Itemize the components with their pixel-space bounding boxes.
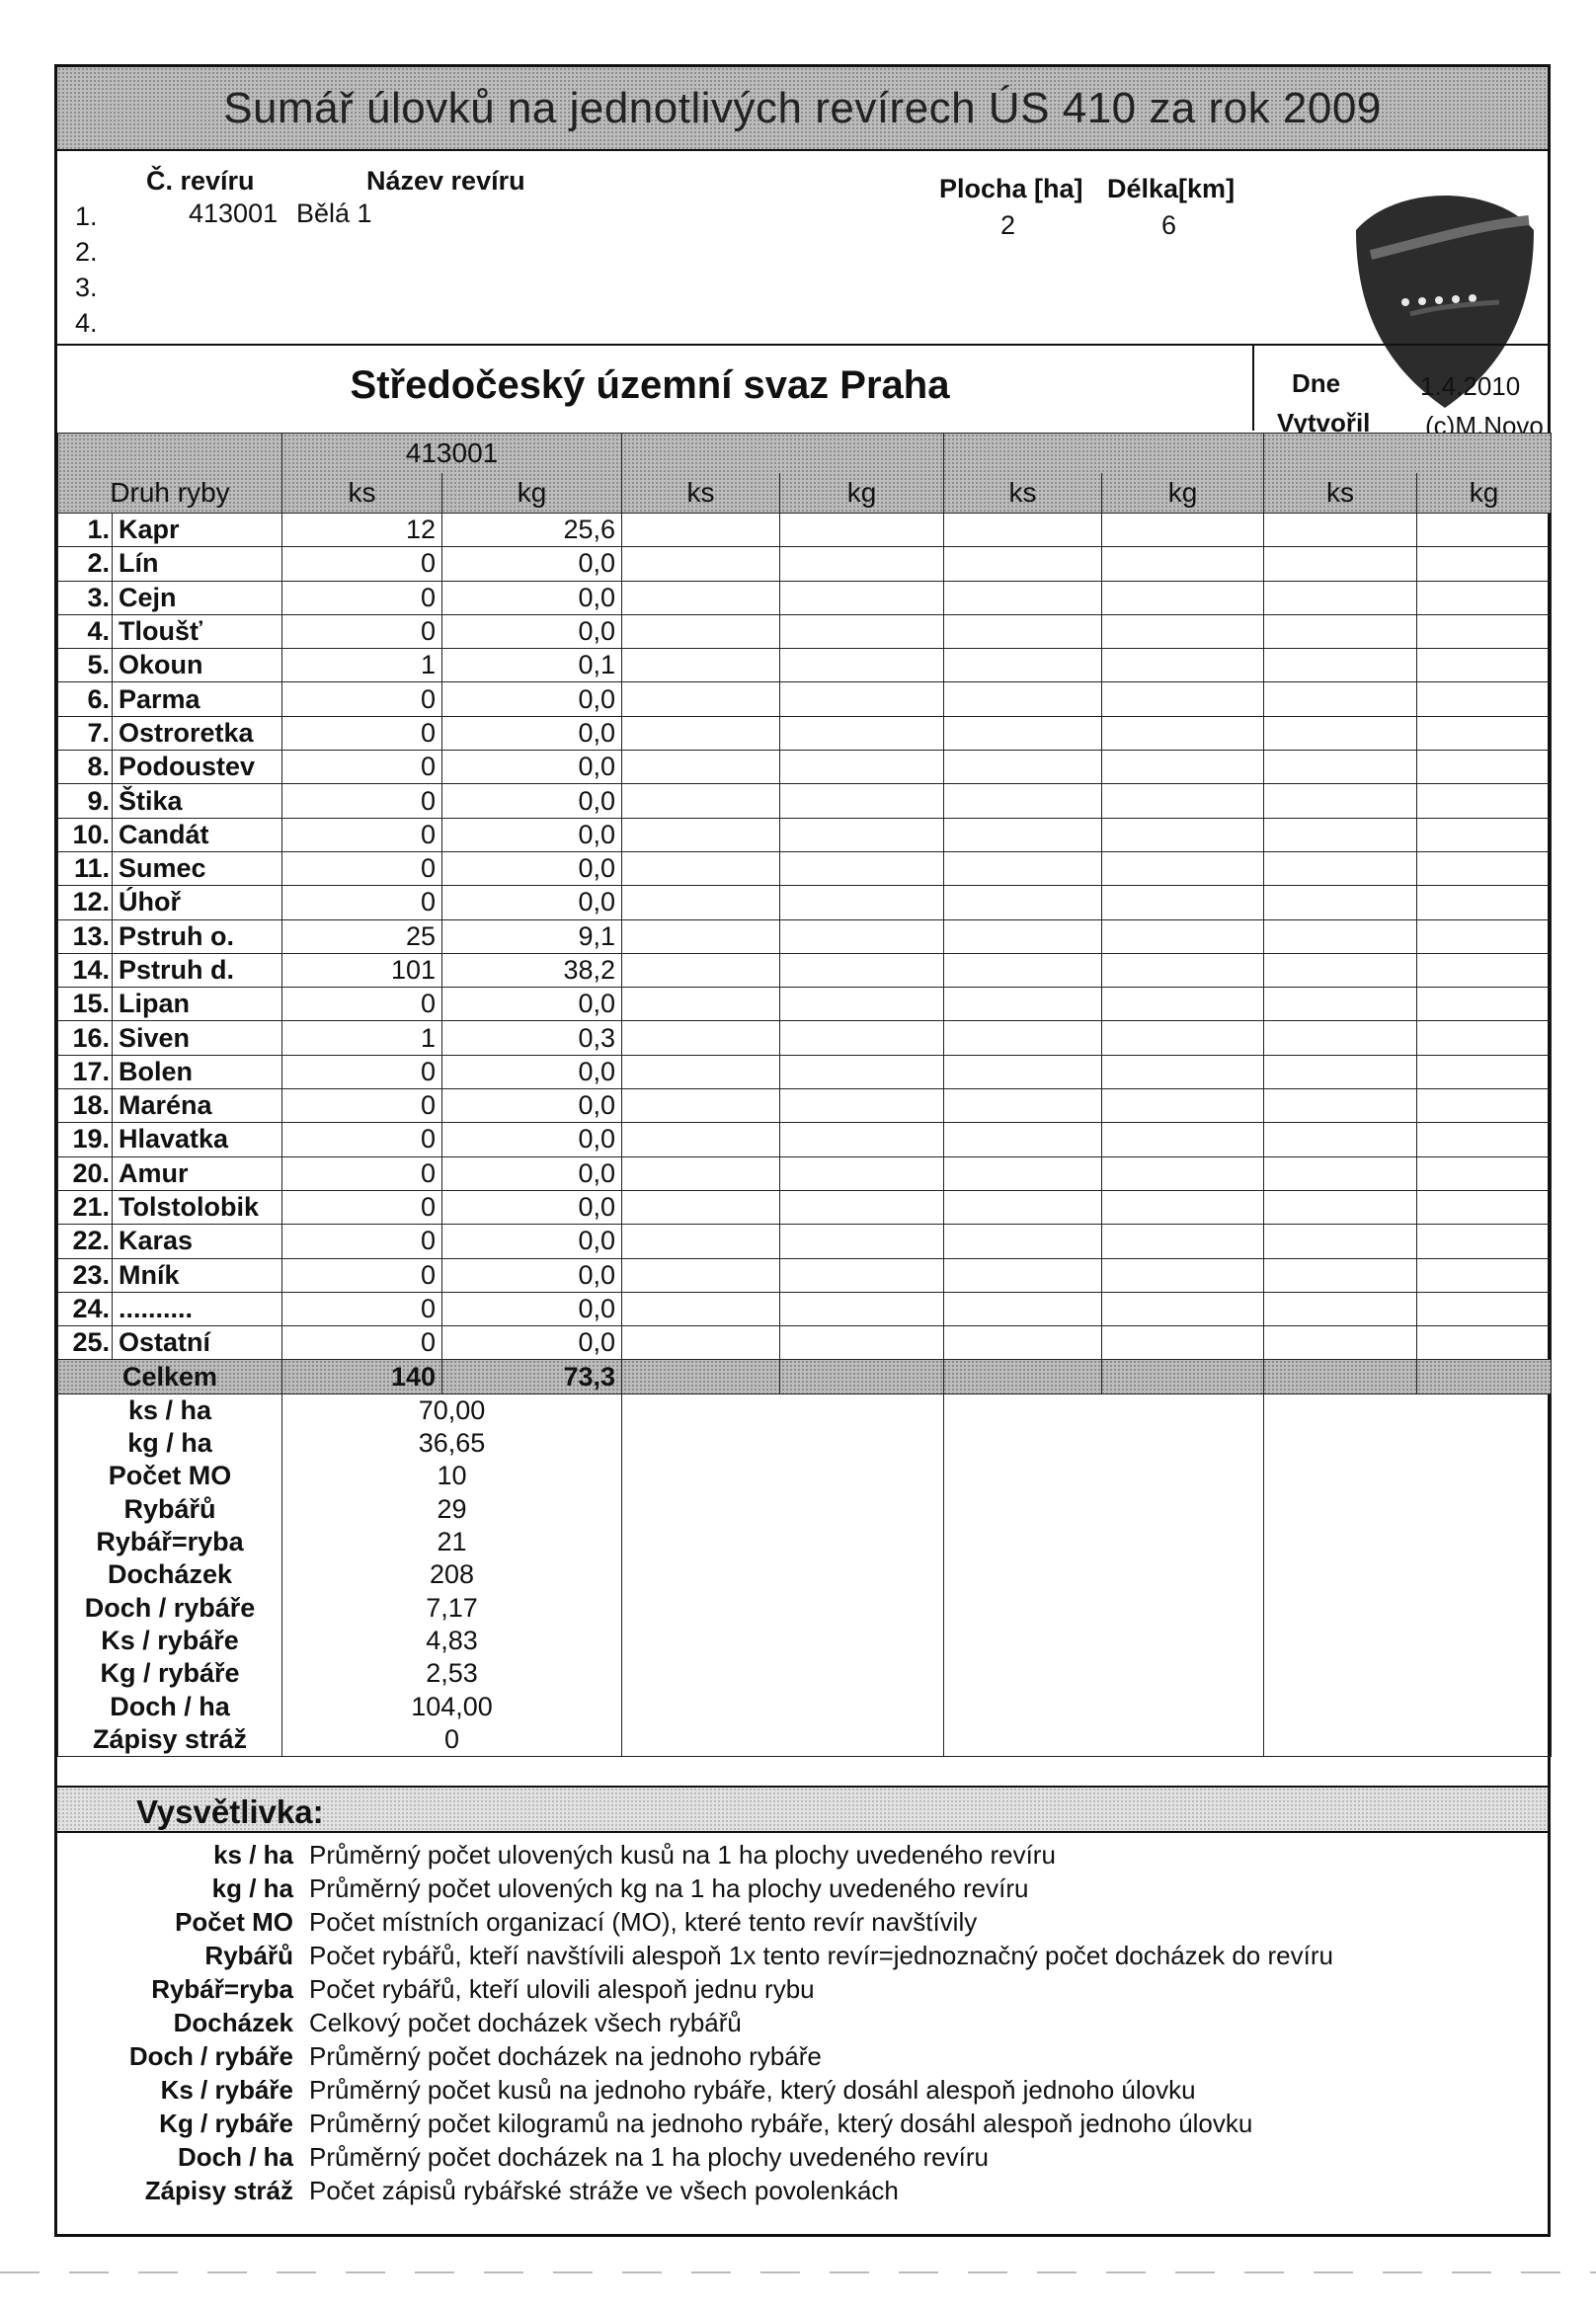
stat-value: 7,17 <box>282 1592 622 1625</box>
fish-row <box>58 614 1552 648</box>
fish-index: 5. <box>58 649 113 682</box>
fish-kg: 0,0 <box>442 1156 622 1190</box>
revir-number-header: Č. revíru <box>146 166 255 196</box>
legend-title: Vysvětlivka: <box>136 1793 324 1830</box>
fish-name: Tloušť <box>113 614 282 648</box>
total-label: Celkem <box>58 1360 282 1393</box>
fish-index: 6. <box>58 682 113 716</box>
stat-value: 2,53 <box>282 1657 622 1690</box>
fish-index: 21. <box>58 1190 113 1224</box>
legend-description: Počet zápisů rybářské stráže ve všech povolenkách <box>309 2176 899 2205</box>
fish-kg: 0,0 <box>442 988 622 1021</box>
fish-name: Ostroretka <box>113 716 282 750</box>
fish-ks: 0 <box>282 581 442 614</box>
legend-description: Průměrný počet kilogramů na jednoho rybáře, který dosáhl alespoň jednoho úlovku <box>309 2109 1253 2138</box>
stat-row <box>58 1526 1552 1558</box>
author-value: (c)M.Novo <box>1425 411 1544 440</box>
fish-row <box>58 1021 1552 1055</box>
fish-kg: 0,0 <box>442 1123 622 1156</box>
fish-row <box>58 886 1552 919</box>
legend-key: Zápisy stráž <box>144 2176 293 2205</box>
fish-index: 4. <box>58 614 113 648</box>
kg-header: kg <box>1102 473 1264 514</box>
fish-kg: 25,6 <box>442 514 622 547</box>
revir-row-index: 4. <box>75 308 98 338</box>
fish-ks: 0 <box>282 886 442 919</box>
stat-row <box>58 1592 1552 1625</box>
fish-ks: 25 <box>282 919 442 953</box>
fish-ks: 0 <box>282 1156 442 1190</box>
legend-item <box>57 1840 1548 1872</box>
stat-value: 36,65 <box>282 1427 622 1460</box>
fish-row <box>58 784 1552 818</box>
revir-row-index: 1. <box>75 201 98 231</box>
legend-item <box>57 2176 1548 2208</box>
fish-row <box>58 649 1552 682</box>
legend-item <box>57 1873 1548 1906</box>
fish-name: Siven <box>113 1021 282 1055</box>
fish-row <box>58 1292 1552 1325</box>
fish-name: Pstruh d. <box>113 953 282 987</box>
stat-label: Docházek <box>58 1558 282 1591</box>
stat-value: 104,00 <box>282 1690 622 1722</box>
fish-name: Mník <box>113 1258 282 1292</box>
fish-ks: 0 <box>282 1326 442 1360</box>
fish-kg: 0,0 <box>442 716 622 750</box>
legend-description: Průměrný počet docházek na 1 ha plochy uvedeného revíru <box>309 2142 989 2172</box>
legend-item <box>57 1974 1548 2007</box>
fish-ks: 0 <box>282 988 442 1021</box>
fish-row <box>58 1225 1552 1258</box>
stat-row <box>58 1690 1552 1722</box>
stat-value: 208 <box>282 1558 622 1591</box>
fish-ks: 0 <box>282 614 442 648</box>
ks-header: ks <box>944 473 1102 514</box>
revir-name-header: Název revíru <box>366 166 525 196</box>
fish-row <box>58 751 1552 784</box>
fish-row <box>58 988 1552 1021</box>
revir-area-header: Plocha [ha] <box>939 174 1083 203</box>
stat-label: Rybářů <box>58 1493 282 1526</box>
fish-name: Úhoř <box>113 886 282 919</box>
fish-ks: 0 <box>282 1258 442 1292</box>
legend-description: Počet rybářů, kteří navštívili alespoň 1x tento revír=jednoznačný počet docházek do revíru <box>309 1941 1333 1970</box>
fish-index: 10. <box>58 818 113 851</box>
legend-description: Celkový počet docházek všech rybářů <box>309 2008 742 2037</box>
revir-row-index: 3. <box>75 273 98 302</box>
fish-row <box>58 919 1552 953</box>
fish-name: Tolstolobik <box>113 1190 282 1224</box>
kg-header: kg <box>780 473 944 514</box>
legend-item <box>57 2041 1548 2074</box>
fish-ks: 0 <box>282 716 442 750</box>
fish-index: 11. <box>58 851 113 885</box>
fish-name: Bolen <box>113 1055 282 1088</box>
fish-ks: 0 <box>282 751 442 784</box>
date-value: 1.4.2010 <box>1420 371 1521 401</box>
fish-kg: 0,0 <box>442 784 622 818</box>
legend-description: Průměrný počet ulovených kusů na 1 ha plochy uvedeného revíru <box>309 1840 1056 1870</box>
stat-value: 4,83 <box>282 1625 622 1657</box>
legend-item <box>57 2109 1548 2141</box>
fish-name: Pstruh o. <box>113 919 282 953</box>
fish-ks: 0 <box>282 1292 442 1325</box>
stat-row <box>58 1460 1552 1492</box>
fish-kg: 0,0 <box>442 614 622 648</box>
divider <box>1252 344 1254 431</box>
fish-kg: 0,0 <box>442 1055 622 1088</box>
fish-index: 2. <box>58 547 113 581</box>
ks-header: ks <box>1264 473 1417 514</box>
stat-row <box>58 1427 1552 1460</box>
scan-artifact <box>0 2271 1596 2273</box>
kg-header: kg <box>442 473 622 514</box>
table-header-row-2 <box>58 473 1552 514</box>
fish-name: Ostatní <box>113 1326 282 1360</box>
fish-row <box>58 1190 1552 1224</box>
stat-label: Doch / rybáře <box>58 1592 282 1625</box>
fish-index: 9. <box>58 784 113 818</box>
fish-index: 23. <box>58 1258 113 1292</box>
fish-name: Lín <box>113 547 282 581</box>
fish-kg: 38,2 <box>442 953 622 987</box>
fish-name: Parma <box>113 682 282 716</box>
fish-index: 19. <box>58 1123 113 1156</box>
fish-index: 25. <box>58 1326 113 1360</box>
stat-row <box>58 1723 1552 1757</box>
legend-key: kg / ha <box>211 1873 293 1903</box>
legend-header <box>57 1786 1548 1833</box>
report-title-bar <box>57 67 1548 151</box>
fish-row <box>58 682 1552 716</box>
fish-index: 1. <box>58 514 113 547</box>
fish-name: Podoustev <box>113 751 282 784</box>
fish-ks: 0 <box>282 1190 442 1224</box>
divider <box>57 344 1548 346</box>
fish-ks: 1 <box>282 649 442 682</box>
fish-index: 13. <box>58 919 113 953</box>
revir-code-header: 413001 <box>282 434 622 474</box>
revir-length-header: Délka[km] <box>1107 174 1236 203</box>
fish-row <box>58 1156 1552 1190</box>
fish-ks: 101 <box>282 953 442 987</box>
fish-ks: 0 <box>282 1225 442 1258</box>
fish-name: Karas <box>113 1225 282 1258</box>
stat-label: Rybář=ryba <box>58 1526 282 1558</box>
fish-index: 20. <box>58 1156 113 1190</box>
total-ks: 140 <box>282 1360 442 1393</box>
legend-description: Počet rybářů, kteří ulovili alespoň jednu rybu <box>309 1974 815 2004</box>
fish-kg: 0,0 <box>442 547 622 581</box>
ks-header: ks <box>282 473 442 514</box>
fish-index: 24. <box>58 1292 113 1325</box>
fish-kg: 0,0 <box>442 886 622 919</box>
fish-row <box>58 1326 1552 1360</box>
legend-description: Průměrný počet ulovených kg na 1 ha plochy uvedeného revíru <box>309 1873 1029 1903</box>
legend-key: Rybář=ryba <box>151 1974 293 2004</box>
fish-row <box>58 1123 1552 1156</box>
fish-index: 12. <box>58 886 113 919</box>
fish-index: 17. <box>58 1055 113 1088</box>
legend-key: Rybářů <box>204 1941 293 1970</box>
legend-item <box>57 1941 1548 1973</box>
fish-ks: 12 <box>282 514 442 547</box>
revir-area: 2 <box>1000 210 1016 240</box>
fish-row <box>58 716 1552 750</box>
fish-ks: 0 <box>282 1089 442 1123</box>
legend-description: Průměrný počet kusů na jednoho rybáře, který dosáhl alespoň jednoho úlovku <box>309 2075 1196 2105</box>
stat-value: 29 <box>282 1493 622 1526</box>
fish-ks: 0 <box>282 818 442 851</box>
fish-row <box>58 581 1552 614</box>
fish-index: 3. <box>58 581 113 614</box>
fish-kg: 0,0 <box>442 751 622 784</box>
stat-row <box>58 1657 1552 1690</box>
fish-kg: 0,0 <box>442 581 622 614</box>
stat-label: Zápisy stráž <box>58 1723 282 1757</box>
fish-row <box>58 514 1552 547</box>
fish-kg: 0,0 <box>442 1190 622 1224</box>
stat-label: kg / ha <box>58 1427 282 1460</box>
fish-kg: 0,0 <box>442 1326 622 1360</box>
fish-row <box>58 851 1552 885</box>
fish-kg: 0,0 <box>442 1225 622 1258</box>
stats-rows <box>58 1393 1552 1756</box>
fish-index: 7. <box>58 716 113 750</box>
kg-header: kg <box>1417 473 1552 514</box>
revir-length: 6 <box>1161 210 1177 240</box>
stat-label: ks / ha <box>58 1393 282 1427</box>
revir-name: Bělá 1 <box>296 199 372 228</box>
legend-description: Počet místních organizací (MO), které tento revír navštívily <box>309 1907 978 1937</box>
stat-row <box>58 1493 1552 1526</box>
legend-item <box>57 2142 1548 2175</box>
fish-name: Hlavatka <box>113 1123 282 1156</box>
fish-kg: 0,0 <box>442 682 622 716</box>
total-row <box>58 1360 1552 1393</box>
fish-kg: 0,0 <box>442 818 622 851</box>
revir-number: 413001 <box>189 199 279 228</box>
fish-ks: 1 <box>282 1021 442 1055</box>
fish-ks: 0 <box>282 547 442 581</box>
fish-name: Maréna <box>113 1089 282 1123</box>
stat-value: 0 <box>282 1723 622 1757</box>
fish-kg: 0,0 <box>442 1292 622 1325</box>
legend-key: Počet MO <box>175 1907 293 1937</box>
ks-header: ks <box>622 473 780 514</box>
fish-name: Sumec <box>113 851 282 885</box>
revir-row-index: 2. <box>75 237 98 267</box>
fish-row <box>58 1089 1552 1123</box>
fish-name: Cejn <box>113 581 282 614</box>
fish-name: Štika <box>113 784 282 818</box>
legend-key: Ks / rybáře <box>160 2075 293 2105</box>
fish-row <box>58 953 1552 987</box>
union-name: Středočeský územní svaz Praha <box>350 363 950 407</box>
legend-key: Docházek <box>173 2008 293 2037</box>
author-label: Vytvořil <box>1277 408 1371 438</box>
stat-row <box>58 1625 1552 1657</box>
stat-value: 10 <box>282 1460 622 1492</box>
fish-name: Okoun <box>113 649 282 682</box>
catch-table <box>57 433 1552 1757</box>
fish-name: Kapr <box>113 514 282 547</box>
fish-ks: 0 <box>282 682 442 716</box>
report-title: Sumář úlovků na jednotlivých revírech ÚS 410 za rok 2009 <box>223 83 1382 132</box>
legend-key: ks / ha <box>213 1840 293 1870</box>
fish-ks: 0 <box>282 1123 442 1156</box>
total-kg: 73,3 <box>442 1360 622 1393</box>
fish-ks: 0 <box>282 1055 442 1088</box>
stat-row <box>58 1393 1552 1427</box>
stat-value: 21 <box>282 1526 622 1558</box>
legend-key: Doch / rybáře <box>128 2041 293 2071</box>
fish-row <box>58 1055 1552 1088</box>
fish-rows <box>58 514 1552 1360</box>
fish-ks: 0 <box>282 851 442 885</box>
fish-index: 14. <box>58 953 113 987</box>
fish-index: 8. <box>58 751 113 784</box>
legend-item <box>57 2008 1548 2040</box>
fish-row <box>58 1258 1552 1292</box>
legend-description: Průměrný počet docházek na jednoho rybáře <box>309 2041 822 2071</box>
date-label: Dne <box>1292 368 1341 398</box>
fish-row <box>58 547 1552 581</box>
fish-kg: 9,1 <box>442 919 622 953</box>
fish-kg: 0,0 <box>442 1258 622 1292</box>
fish-ks: 0 <box>282 784 442 818</box>
report-sheet <box>54 64 1551 2237</box>
fish-row <box>58 818 1552 851</box>
fish-index: 16. <box>58 1021 113 1055</box>
legend-key: Kg / rybáře <box>159 2109 293 2138</box>
stat-label: Doch / ha <box>58 1690 282 1722</box>
legend-item <box>57 1907 1548 1940</box>
fish-index: 18. <box>58 1089 113 1123</box>
stat-label: Ks / rybáře <box>58 1625 282 1657</box>
fish-index: 15. <box>58 988 113 1021</box>
table-header-row-1 <box>58 434 1552 474</box>
stat-label: Kg / rybáře <box>58 1657 282 1690</box>
legend-item <box>57 2075 1548 2108</box>
stat-row <box>58 1558 1552 1591</box>
fish-kg: 0,0 <box>442 851 622 885</box>
fish-index: 22. <box>58 1225 113 1258</box>
fish-kg: 0,3 <box>442 1021 622 1055</box>
legend-key: Doch / ha <box>177 2142 293 2172</box>
fish-species-header: Druh ryby <box>58 473 282 514</box>
stat-label: Počet MO <box>58 1460 282 1492</box>
fish-name: Lipan <box>113 988 282 1021</box>
fish-name: Candát <box>113 818 282 851</box>
fish-name: .......... <box>113 1292 282 1325</box>
stat-value: 70,00 <box>282 1393 622 1427</box>
fish-kg: 0,0 <box>442 1089 622 1123</box>
fish-name: Amur <box>113 1156 282 1190</box>
fish-kg: 0,1 <box>442 649 622 682</box>
